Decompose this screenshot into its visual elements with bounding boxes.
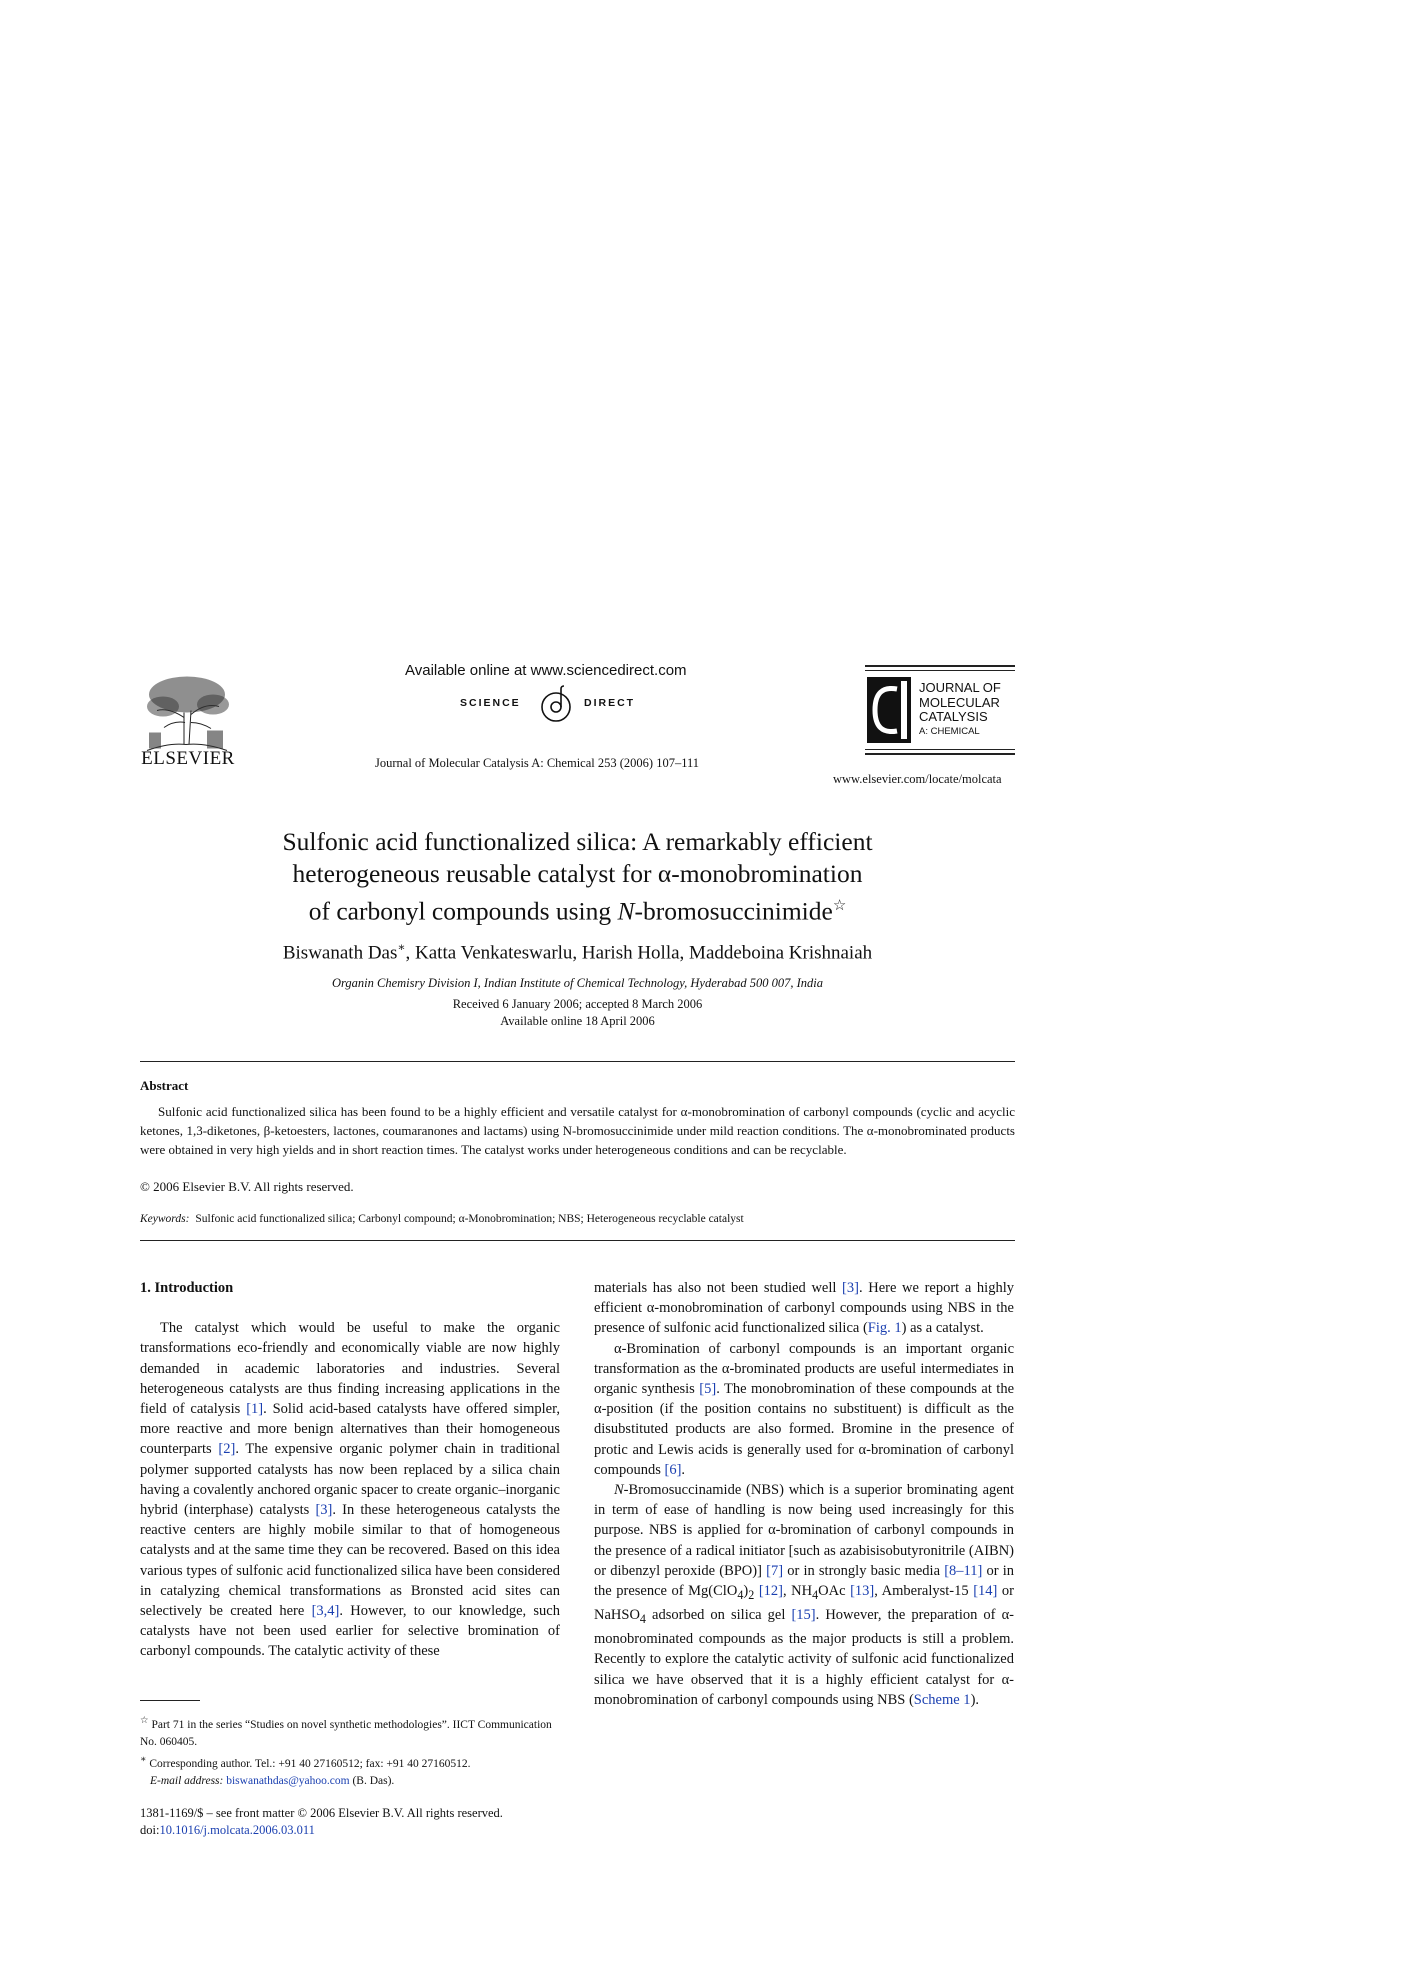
journal-url[interactable]: www.elsevier.com/locate/molcata [833,772,1002,786]
sciencedirect-logo [460,685,690,725]
journal-name-line3: CATALYSIS [919,709,988,724]
citation-link[interactable]: [3] [315,1502,333,1519]
citation-link[interactable]: [7] [766,1562,784,1579]
keywords [140,1213,744,1225]
title-line-2: heterogeneous reusable catalyst for α-monobromination [292,859,863,888]
citation-link[interactable]: [13] [850,1583,875,1600]
citation-link[interactable]: [3,4] [311,1603,340,1620]
affiliation: Organin Chemisry Division I, Indian Institute of Chemical Technology, Hyderabad 500 007, India [331,976,824,990]
title-line-1: Sulfonic acid functionalized silica: A remarkably efficient [282,827,873,856]
available-date: Available online 18 April 2006 [500,1014,655,1028]
doi-link[interactable]: 10.1016/j.molcata.2006.03.011 [159,1823,315,1837]
abstract-text: Sulfonic acid functionalized silica has been found to be a highly efficient and versatile catalyst for α-monobromination of carbonyl compounds (cyclic and acyclic ketones, 1,3-diketones, β-ketoesters, lactones, coumaranones and lactams) using N-bromosuccinimide under mild reaction conditions. The α-monobrominated products were obtained in very high yields and in short reaction times. The catalyst works under heterogeneous conditions and can be recyclable. [140,1104,1015,1157]
title-line-3: of carbonyl compounds using N-bromosuccinimide☆ [308,896,847,926]
paragraph: The catalyst which would be useful to make the organic transformations eco-friendly and economically viable are now highly demanded in academic laboratories and industries. Several heterogeneous catalysts are thus finding increasing applications in the field of catalysis [1]. Solid acid-based catalysts have offered simpler, more reactive and more benign alternatives than their homogeneous counterparts [2]. The expensive organic polymer chain in traditional polymer supported catalysts has now been replaced by a silica chain having a covalently anchored organic spacer to create organic–inorganic hybrid (interphase) catalysts [3]. In these heterogeneous catalysts the reactive centers are highly mobile similar to that of homogeneous catalysts and at the same time they can be recovered. Based on this idea various types of sulfonic acid functionalized silica have been considered in catalyzing chemical transformations as Bronsted acid sites can selectively be created here [3,4]. However, to our knowledge, such catalysts have not been used earlier for selective bromination of carbonyl compounds. The catalytic activity of these [140,1320,560,1660]
citation-link[interactable]: [15] [791,1607,816,1624]
keywords-list: Sulfonic acid functionalized silica; Carbonyl compound; α-Monobromination; NBS; Heterogeneous recyclable catalyst [195,1213,744,1225]
elsevier-wordmark: ELSEVIER [141,748,235,769]
footnote-series: ☆ Part 71 in the series “Studies on novel synthetic methodologies”. IICT Communication No. 060405. [140,1715,552,1748]
citation-link[interactable]: [6] [664,1461,682,1478]
paragraph: N-Bromosuccinamide (NBS) which is a superior brominating agent in term of ease of handling is now being used increasingly for this purpose. NBS is applied for α-bromination of carbonyl compounds in the presence of a radical initiator [such as azabisisobutyronitrile (AIBN) or dibenzyl peroxide (BPO)] [7] or in strongly basic media [8–11] or in the presence of $Mg(ClO_4)_2$ [12], $NH_4OAc$ [13], Amberalyst-15 [14] or NaHSO$_4$ adsorbed on silica gel [15]. However, the preparation of α-monobrominated compounds as the major products is still a problem. Recently to explore the catalytic activity of sulfonic acid functionalized silica we have observed that it is a highly efficient catalyst for α-monobromination of carbonyl compounds using NBS (Scheme 1). [594,1482,1015,1708]
author-das: Biswanath Das [282,942,398,964]
keywords-label: Keywords: [140,1213,190,1225]
divider [140,1240,1015,1241]
journal-name-line2: MOLECULAR [919,694,1000,710]
journal-c-icon [867,677,911,743]
citation-link[interactable]: [5] [699,1381,717,1398]
author-list [140,940,1015,964]
footnote-corresponding: ∗ Corresponding author. Tel.: +91 40 27160512; fax: +91 40 27160512. [140,1753,471,1770]
divider [140,1061,1015,1062]
corresponding-author-mark[interactable]: ∗ [397,940,406,954]
footnotes [140,1712,570,1790]
available-online-text: Available online at www.sciencedirect.com [405,662,687,679]
issn-line: 1381-1169/$ – see front matter © 2006 Elsevier B.V. All rights reserved. [140,1806,503,1820]
citation-link[interactable]: [12] [758,1583,783,1600]
paragraph: materials has also not been studied well [3]. Here we report a highly efficient α-monobromination of carbonyl compounds using NBS in the presence of sulfonic acid functionalized silica (Fig. 1) as a catalyst. [594,1280,1014,1337]
doi-line: doi:10.1016/j.molcata.2006.03.011 [140,1823,315,1837]
received-date: Received 6 January 2006; accepted 8 March 2006 [452,997,703,1011]
journal-citation: Journal of Molecular Catalysis A: Chemical 253 (2006) 107–111 [375,756,700,770]
citation-link[interactable]: [8–11] [944,1562,983,1579]
sd-direct-word: DIRECT [584,697,636,709]
section-heading-introduction: 1. Introduction [140,1280,234,1296]
journal-logo [865,665,1015,757]
article-identifiers [140,1805,503,1839]
other-authors: , Katta Venkateswarlu, Harish Holla, Maddeboina Krishnaiah [405,942,873,964]
citation-link[interactable]: [14] [973,1583,998,1600]
citation-link[interactable]: [2] [218,1441,236,1458]
footnote-divider [140,1700,200,1701]
citation-link[interactable]: [3] [842,1280,859,1296]
abstract-heading: Abstract [140,1078,189,1093]
abstract-copyright: © 2006 Elsevier B.V. All rights reserved. [140,1179,354,1194]
figure-link[interactable]: Fig. 1 [867,1320,902,1337]
email-link[interactable]: biswanathdas@yahoo.com [226,1774,350,1787]
body-left-column [140,1278,560,1662]
citation-link[interactable]: [1] [246,1401,264,1418]
sd-at-icon [536,685,578,725]
body-right-column [594,1278,1014,1710]
title-footnote-star[interactable]: ☆ [832,898,847,914]
paragraph: α-Bromination of carbonyl compounds is an important organic transformation as the α-brominated products are useful intermediates in organic synthesis [5]. The monobromination of these compounds at the α-position (if the position contains no substituent) is difficult as the disubstituted products are also formed. Bromine in the presence of protic and Lewis acids is generally used for α-bromination of carbonyl compounds [6]. [594,1340,1014,1478]
footnote-email: E-mail address: biswanathdas@yahoo.com (B. Das). [150,1774,395,1787]
sd-science-word: SCIENCE [460,697,521,709]
journal-name-line1: JOURNAL OF [919,680,1001,695]
journal-name-line4: A: CHEMICAL [919,725,980,737]
article-dates [140,996,1015,1030]
scheme-link[interactable]: Scheme 1 [913,1691,971,1708]
article-title [140,826,1015,928]
